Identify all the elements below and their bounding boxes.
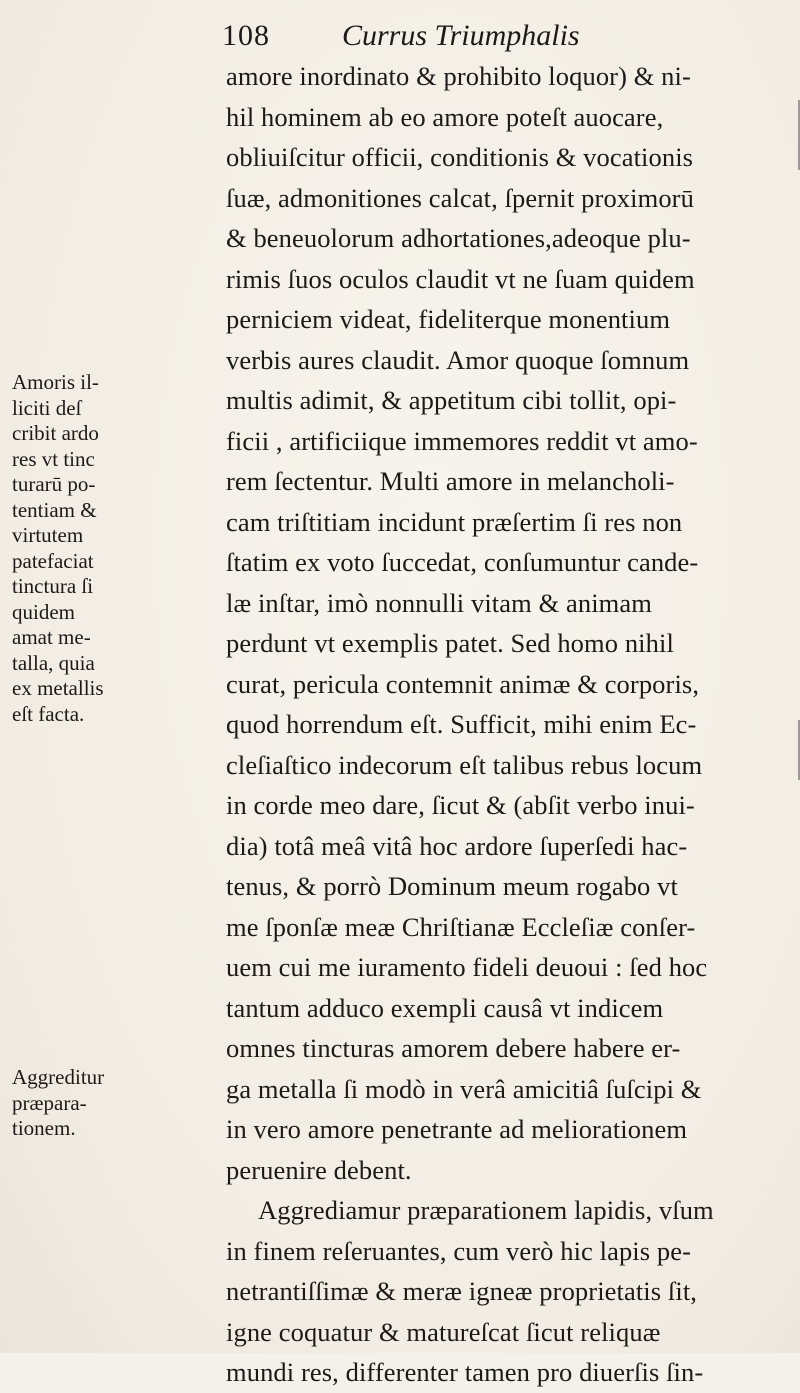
running-title: Currus Triumphalis bbox=[342, 19, 580, 52]
text-line: perniciem videat, fideliterque monentium bbox=[226, 304, 671, 334]
margin-note-line: ex metallis bbox=[12, 676, 104, 700]
text-line: ficii , artificiique immemores reddit vt amo- bbox=[226, 425, 698, 456]
paragraph-start-line: Aggrediamur præparationem lapidis, vſum bbox=[258, 1195, 714, 1225]
text-line: tenus, & porrò Dominum meum rogabo vt bbox=[226, 871, 678, 901]
text-line: ga metalla ſi modò in verâ amicitiâ ſuſcipi & bbox=[226, 1073, 702, 1104]
text-line: me ſponſæ meæ Chriſtianæ Eccleſiæ conſer- bbox=[226, 911, 696, 942]
margin-note-line: præpara- bbox=[12, 1090, 87, 1115]
margin-note-line: Aggreditur bbox=[12, 1065, 105, 1089]
text-line: ſtatim ex voto ſuccedat, conſumuntur cande- bbox=[226, 547, 699, 577]
text-line: ſuæ, admonitiones calcat, ſpernit proximorū bbox=[226, 182, 694, 213]
margin-note-line: tentiam & bbox=[12, 497, 97, 522]
text-line: obliuiſcitur officii, conditionis & vocationis bbox=[226, 142, 694, 172]
text-line: læ inſtar, imò nonnulli vitam & animam bbox=[226, 587, 652, 618]
text-line: perdunt vt exemplis patet. Sed homo nihil bbox=[226, 628, 674, 658]
text-line: hil hominem ab eo amore poteſt auocare, bbox=[226, 101, 664, 132]
text-line: in finem reſeruantes, cum verò hic lapis pe- bbox=[226, 1235, 692, 1266]
margin-note-line: eſt facta. bbox=[12, 701, 85, 726]
margin-note-line: amat me- bbox=[12, 625, 91, 649]
text-line: cam triſtitiam incidunt præſertim ſi res non bbox=[226, 506, 683, 537]
text-line: omnes tincturas amorem debere habere er- bbox=[226, 1033, 681, 1063]
page-number: 108 bbox=[222, 19, 270, 52]
margin-note-line: tinctura ſi bbox=[12, 574, 94, 598]
margin-note-line: res vt tinc bbox=[12, 446, 95, 471]
margin-note-line: turarū po- bbox=[12, 472, 96, 496]
main-text-block bbox=[226, 56, 786, 1393]
text-line: rimis ſuos oculos claudit vt ne ſuam quidem bbox=[226, 263, 695, 294]
text-line: amore inordinato & prohibito loquor) & ni- bbox=[226, 61, 691, 91]
margin-note-line: cribit ardo bbox=[12, 421, 99, 445]
text-line: tantum adduco exempli causâ vt indicem bbox=[226, 992, 664, 1023]
margin-note-line: patefaciat bbox=[12, 548, 94, 573]
text-line: peruenire debent. bbox=[226, 1154, 412, 1185]
text-line: rem ſectentur. Multi amore in melancholi- bbox=[226, 466, 675, 496]
margin-note-line: virtutem bbox=[12, 523, 84, 547]
margin-note-amoris bbox=[12, 370, 217, 727]
margin-note-line: quidem bbox=[12, 599, 75, 624]
text-line: uem cui me iuramento fideli deuoui : ſed hoc bbox=[226, 952, 708, 982]
text-line: curat, pericula contemnit animæ & corporis, bbox=[226, 668, 700, 699]
text-line: multis adimit, & appetitum cibi tollit, opi- bbox=[226, 385, 677, 415]
margin-note-aggreditur bbox=[12, 1065, 217, 1142]
margin-note-line: tionem. bbox=[12, 1116, 76, 1140]
text-line: & beneuolorum adhortationes,adeoque plu- bbox=[226, 223, 691, 253]
text-line: in corde meo dare, ſicut & (abſit verbo inui- bbox=[226, 790, 695, 820]
page-header bbox=[222, 16, 782, 56]
margin-note-line: Amoris il- bbox=[12, 370, 99, 394]
text-line: in vero amore penetrante ad meliorationem bbox=[226, 1114, 688, 1144]
text-line: igne coquatur & matureſcat ſicut reliquæ bbox=[226, 1316, 661, 1347]
text-line: cleſiaſtico indecorum eſt talibus rebus locum bbox=[226, 749, 703, 780]
margin-note-line: talla, quia bbox=[12, 650, 95, 675]
text-line: dia) totâ meâ vitâ hoc ardore ſuperſedi hac- bbox=[226, 830, 688, 861]
text-line: verbis aures claudit. Amor quoque ſomnum bbox=[226, 344, 690, 375]
margin-note-line: liciti deſ bbox=[12, 395, 82, 420]
text-line: quod horrendum eſt. Sufficit, mihi enim Ec- bbox=[226, 709, 697, 739]
text-line: mundi res, differenter tamen pro diuerſis ſin- bbox=[226, 1357, 704, 1387]
text-line: netrantiſſimæ & meræ igneæ proprietatis ſit, bbox=[226, 1276, 698, 1306]
